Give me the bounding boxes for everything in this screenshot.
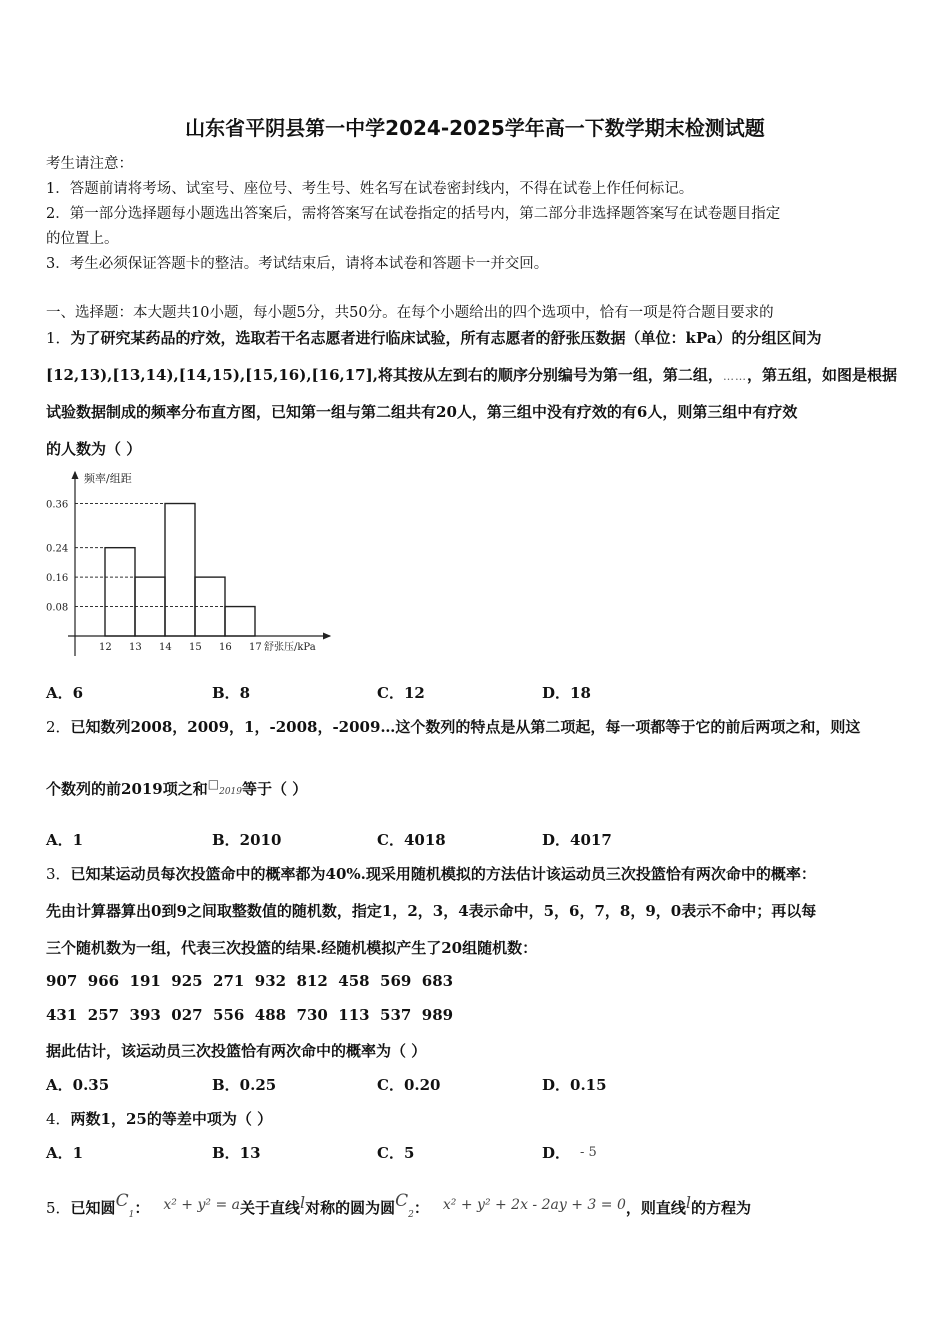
line-l-symbol: l [299,1193,306,1212]
circle-c2-equation: x² + y² + 2x - 2ay + 3 = 0 [442,1197,626,1213]
q1-option-a[interactable]: A．6 [46,684,84,702]
q3-line1 [46,863,816,884]
c2-subscript: 2 [408,1210,414,1220]
q4-option-c[interactable]: C．5 [377,1144,415,1162]
q3-option-c[interactable]: C．0.20 [377,1076,441,1094]
q3-line3: 三个随机数为一组，代表三次投篮的结果.经随机模拟产生了20组随机数： [46,939,538,957]
q2-line2 [46,777,307,799]
random-numbers-row-2: 431 257 393 027 556 488 730 113 537 989 [46,1006,454,1024]
q4-option-a[interactable]: A．1 [46,1144,84,1162]
q5-text: 对称的圆为圆 [305,1199,396,1217]
q2-option-a[interactable]: A．1 [46,831,84,849]
x-tick-label: 12 [99,642,112,653]
histogram-bar [165,504,195,636]
q4-option-d-value: - 5 [580,1145,597,1160]
q1-line2 [46,364,897,385]
x-tick-label: 17 [249,642,262,653]
q5-line1 [46,1191,751,1220]
q1-line4: 的人数为（ ） [46,440,142,458]
x-axis-label: 舒张压/kPa [264,642,316,653]
y-tick-label: 0.16 [46,573,69,585]
notice-item: 的位置上。 [46,231,119,247]
q5-text: ，则直线 [625,1199,686,1217]
q2-text: 已知数列2008，2009，1，-2008，-2009…这个数列的特点是从第二项起，每一项都等于它的前后两项之和，则这 [70,718,861,736]
q1-text: [12,13),[13,14),[14,15),[15,16),[16,17],将其按从左到右的顺序分别编号为第一组，第二组， [46,366,723,384]
q2-option-b[interactable]: B．2010 [212,831,282,849]
q4-option-d-label: D． [542,1144,571,1162]
q2-text: 个数列的前2019项之和 [46,780,208,798]
histogram-chart [40,466,340,666]
q1-ellipsis: …… [722,370,747,383]
q1-text: 为了研究某药品的疗效，选取若干名志愿者进行临床试验，所有志愿者的舒张压数据（单位：kPa）的分组区间为 [70,329,822,347]
q3-text: 已知某运动员每次投篮命中的概率都为40%.现采用随机模拟的方法估计该运动员三次投篮恰有两次命中的概率： [70,865,816,883]
c1-symbol: C [115,1191,129,1211]
sum-symbol: □ [207,777,220,791]
q3-option-d[interactable]: D．0.15 [542,1076,607,1094]
q1-number: 1． [46,329,71,347]
q1-line3: 试验数据制成的频率分布直方图，已知第一组与第二组共有20人，第三组中没有疗效的有6人，则第三组中有疗效 [46,403,798,421]
q5-text: 已知圆 [70,1199,116,1217]
q5-text: 关于直线 [239,1199,300,1217]
x-tick-label: 16 [219,642,232,653]
y-tick-label: 0.36 [46,499,69,511]
q5-colon: ： [413,1199,429,1217]
q3-option-b[interactable]: B．0.25 [212,1076,277,1094]
q1-option-d[interactable]: D．18 [542,684,591,702]
q4-option-d[interactable] [542,1142,597,1163]
q1-option-c[interactable]: C．12 [377,684,425,702]
notice-item: 1．答题前请将考场、试室号、座位号、考生号、姓名写在试卷密封线内，不得在试卷上作任何标记。 [46,181,694,197]
c1-subscript: 1 [128,1210,135,1220]
q5-colon: ： [134,1199,150,1217]
q3-option-a[interactable]: A．0.35 [46,1076,110,1094]
q5-number: 5． [46,1199,71,1217]
random-numbers-row-1: 907 966 191 925 271 932 812 458 569 683 [46,972,454,990]
q2-option-c[interactable]: C．4018 [377,831,446,849]
sum-subscript: 2019 [219,787,242,797]
notice-heading: 考生请注意： [46,156,133,172]
q5-text: 的方程为 [691,1199,752,1217]
q2-text: 等于（ ） [242,780,308,798]
q2-option-d[interactable]: D．4017 [542,831,612,849]
q3-line4: 据此估计，该运动员三次投篮恰有两次命中的概率为（ ） [46,1042,427,1060]
y-axis-label: 频率/组距 [84,472,132,485]
q3-number: 3． [46,865,71,883]
y-tick-label: 0.24 [46,543,69,555]
notice-item: 2．第一部分选择题每小题选出答案后，需将答案写在试卷指定的括号内，第二部分非选择题答案写在试卷题目指定 [46,206,781,222]
q4-option-b[interactable]: B．13 [212,1144,261,1162]
notice-item: 3．考生必须保证答题卡的整洁。考试结束后，请将本试卷和答题卡一并交回。 [46,256,549,272]
q1-line1 [46,327,822,348]
q4-number: 4． [46,1110,71,1128]
y-tick-label: 0.08 [46,602,69,614]
line-l-symbol: l [685,1193,691,1212]
q2-line1 [46,716,860,737]
circle-c1-equation: x² + y² = a [163,1197,240,1213]
q4-text: 两数1，25的等差中项为（ ） [70,1110,273,1128]
q4-line1 [46,1108,272,1129]
x-tick-label: 14 [159,642,172,653]
histogram-bar [225,607,255,636]
x-tick-label: 15 [189,642,202,653]
q1-option-b[interactable]: B．8 [212,684,251,702]
q1-text: ，第五组，如图是根据 [746,366,897,384]
section-heading: 一、选择题：本大题共10小题，每小题5分，共50分。在每个小题给出的四个选项中，恰有一项是符合题目要求的 [46,305,774,321]
q2-number: 2． [46,718,71,736]
x-tick-label: 13 [129,642,142,653]
q3-line2: 先由计算器算出0到9之间取整数值的随机数，指定1，2，3，4表示命中，5，6，7，8，9，0表示不命中；再以每 [46,902,817,920]
page-title: 山东省平阴县第一中学2024-2025学年高一下数学期末检测试题 [185,116,765,140]
histogram-bar [105,548,135,636]
c2-symbol: C [395,1191,409,1211]
